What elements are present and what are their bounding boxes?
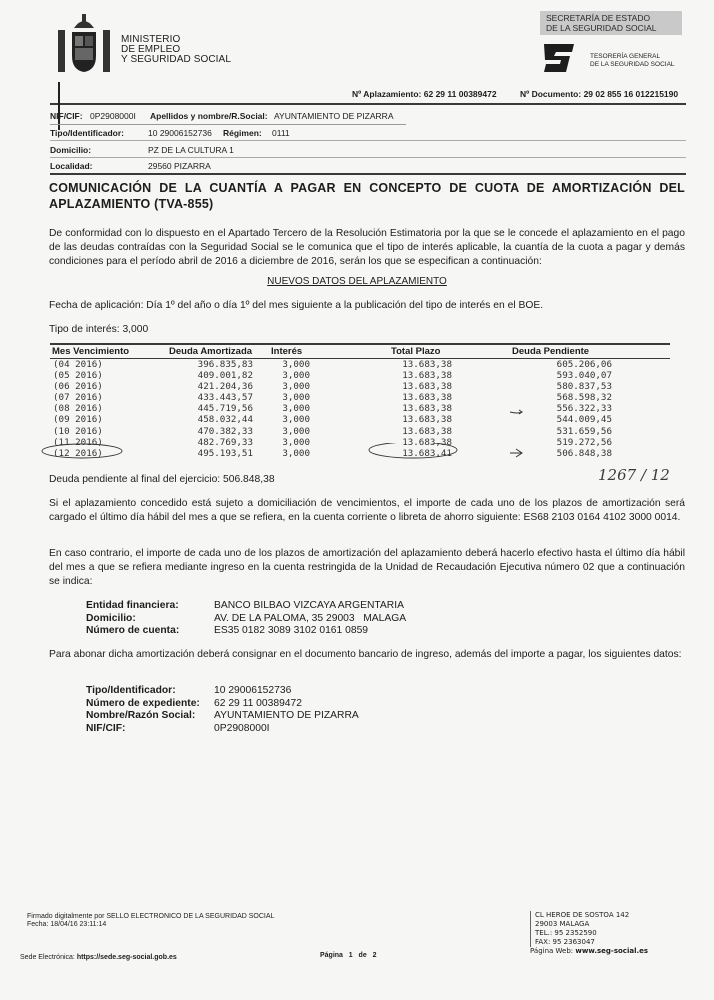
divider xyxy=(50,103,686,105)
cell-deuda-amortizada: 409.001,82 xyxy=(197,370,253,382)
table-row xyxy=(53,370,613,381)
address-line: TEL.: 95 2352590 xyxy=(535,929,597,937)
documento-label: Nº Documento: xyxy=(520,89,582,99)
cell-total-plazo: 13.683,38 xyxy=(402,436,452,448)
address-line: CL HEROE DE SOSTOA 142 xyxy=(535,911,630,919)
nombre-label: Apellidos y nombre/R.Social: xyxy=(150,111,268,121)
fecha-aplicacion: Fecha de aplicación: Día 1º del año o día 1º del mes siguiente a la publicación del tipo de interés en el BOE. xyxy=(49,300,544,311)
intro-paragraph: De conformidad con lo dispuesto en el Apartado Tercero de la Resolución Estimatoria por la que se le concede el aplazamiento en el pago de las deudas contraídas con la Seguridad Social se le comunica que el tipo de interés aplicable, la cuantía de la cuota a pagar y demás condiciones para el período abril de 2016 a diciembre de 2016, serán los que se especifican a continuación: xyxy=(49,228,685,267)
page-label: Página xyxy=(320,952,343,959)
tipo-value: 10 29006152736 xyxy=(148,128,212,138)
arrow-icon xyxy=(508,409,528,459)
documento-value: 29 02 855 16 012215190 xyxy=(583,89,679,99)
cell-interes: 3,000 xyxy=(282,403,310,415)
tipo-label: Tipo/Identificador: xyxy=(50,128,124,138)
divider xyxy=(50,157,686,158)
cell-deuda-amortizada: 470.382,33 xyxy=(197,425,253,437)
contrario-paragraph: En caso contrario, el importe de cada uno de los plazos de amortización del aplazamiento deberá hacerlo efectivo hasta el último día hábil del mes a que se refiera mediante ingreso en la cuenta restringida de la Unidad de Recaudación Ejecutiva número 02 que a continuación se indica: xyxy=(49,548,685,587)
page-indicator xyxy=(320,952,376,959)
cell-deuda-amortizada: 421.204,36 xyxy=(197,381,253,393)
page-number: 1 xyxy=(348,952,353,959)
cuenta-label: Número de cuenta: xyxy=(86,625,180,636)
divider xyxy=(50,124,406,125)
cell-interes: 3,000 xyxy=(282,414,310,426)
nif-label: NIF/CIF: xyxy=(50,111,83,121)
cell-mes: (04 2016) xyxy=(53,359,103,370)
cell-interes: 3,000 xyxy=(282,381,310,393)
table-row xyxy=(53,359,613,370)
table-top-rule xyxy=(50,343,670,345)
office-address xyxy=(530,911,648,956)
abonar-paragraph: Para abonar dicha amortización deberá consignar en el documento bancario de ingreso, además del importe a pagar, los siguientes datos: xyxy=(49,649,682,660)
cell-total-plazo: 13.683,38 xyxy=(402,381,452,393)
domicilio-label: Domicilio: xyxy=(50,145,92,155)
domicilio-value: PZ DE LA CULTURA 1 xyxy=(148,145,234,155)
tgss-line: TESORERÍA GENERAL xyxy=(590,53,661,60)
col-header-mes: Mes Vencimiento xyxy=(52,346,130,357)
cell-deuda-amortizada: 445.719,56 xyxy=(197,403,253,415)
cell-mes: (12 2016) xyxy=(53,447,103,459)
datos-nombre-label: Nombre/Razón Social: xyxy=(86,710,196,721)
ministry-line: MINISTERIO xyxy=(121,34,181,45)
table-row xyxy=(53,403,613,414)
cell-interes: 3,000 xyxy=(282,370,310,382)
nombre-value: AYUNTAMIENTO DE PIZARRA xyxy=(274,111,394,121)
cell-mes: (09 2016) xyxy=(53,414,103,426)
web-address xyxy=(530,947,648,956)
cell-mes: (10 2016) xyxy=(53,425,103,437)
cell-total-plazo: 13.683,38 xyxy=(402,414,452,426)
handwritten-note: 1267 / 12 xyxy=(598,466,670,484)
web-link[interactable]: www.seg-social.es xyxy=(575,947,649,955)
datos-nif-value: 0P2908000I xyxy=(214,722,270,734)
web-label: Página Web: xyxy=(530,947,574,955)
cell-deuda-pendiente: 580.837,53 xyxy=(556,381,612,393)
digital-signature xyxy=(27,913,274,929)
cell-interes: 3,000 xyxy=(282,436,310,448)
document-title: COMUNICACIÓN DE LA CUANTÍA A PAGAR EN CONCEPTO DE CUOTA DE AMORTIZACIÓN DEL APLAZAMIENTO (TVA-855) xyxy=(49,181,685,211)
datos-tipo-label: Tipo/Identificador: xyxy=(86,685,176,696)
nif-value: 0P2908000I xyxy=(90,111,136,121)
ministry-name xyxy=(121,35,231,65)
ministry-line: Y SEGURIDAD SOCIAL xyxy=(121,54,231,65)
tipo-interes: Tipo de interés: 3,000 xyxy=(49,324,149,335)
table-row xyxy=(53,381,613,392)
cell-deuda-amortizada: 482.769,33 xyxy=(197,436,253,448)
cell-deuda-pendiente: 506.848,38 xyxy=(556,447,612,459)
cell-total-plazo: 13.683,38 xyxy=(402,425,452,437)
cell-mes: (08 2016) xyxy=(53,403,103,415)
sede-link[interactable]: https://sede.seg-social.gob.es xyxy=(76,954,177,961)
handwritten-circles xyxy=(40,443,520,461)
bank-details xyxy=(86,600,486,638)
coat-of-arms-logo xyxy=(54,12,114,76)
section-heading: NUEVOS DATOS DEL APLAZAMIENTO xyxy=(267,276,447,287)
handwritten-mark xyxy=(58,82,60,130)
col-header-total-plazo: Total Plazo xyxy=(391,346,441,357)
page-total: 2 xyxy=(372,952,377,959)
cell-deuda-pendiente: 593.040,07 xyxy=(556,370,612,382)
entidad-label: Entidad financiera: xyxy=(86,600,179,611)
divider xyxy=(50,173,686,175)
cell-total-plazo: 13.683,38 xyxy=(402,370,452,382)
cell-total-plazo: 13.683,41 xyxy=(402,447,452,459)
cell-interes: 3,000 xyxy=(282,359,310,370)
datos-tipo-value: 10 29006152736 xyxy=(214,685,292,696)
deuda-final: Deuda pendiente al final del ejercicio: 506.848,38 xyxy=(49,474,275,485)
signature-date: Fecha: 18/04/16 23:11:14 xyxy=(27,921,107,928)
cell-deuda-pendiente: 544.009,45 xyxy=(556,414,612,426)
cell-interes: 3,000 xyxy=(282,447,310,459)
divider xyxy=(50,140,686,141)
cell-interes: 3,000 xyxy=(282,425,310,437)
cell-total-plazo: 13.683,38 xyxy=(402,359,452,370)
sede-electronica xyxy=(20,954,177,961)
signature-text: Firmado digitalmente por SELLO ELECTRONICO DE LA SEGURIDAD SOCIAL xyxy=(27,913,275,920)
col-header-deuda-amortizada: Deuda Amortizada xyxy=(169,346,253,357)
secretaria-line: SECRETARÍA DE ESTADO xyxy=(546,13,651,23)
cell-deuda-amortizada: 396.835,83 xyxy=(197,359,253,370)
expediente-value: 62 29 11 00389472 xyxy=(214,697,302,709)
table-row xyxy=(53,392,613,403)
table-row xyxy=(53,426,613,437)
tgss-name xyxy=(590,53,675,69)
cell-mes: (07 2016) xyxy=(53,392,103,404)
cell-total-plazo: 13.683,38 xyxy=(402,392,452,404)
cell-interes: 3,000 xyxy=(282,392,310,404)
cell-mes: (11 2016) xyxy=(53,436,103,448)
page-of: de xyxy=(358,952,367,959)
tgss-line: DE LA SEGURIDAD SOCIAL xyxy=(590,61,675,68)
aplazamiento-value: 62 29 11 00389472 xyxy=(423,89,497,99)
col-header-interes: Interés xyxy=(271,346,303,357)
cell-deuda-pendiente: 556.322,33 xyxy=(556,403,612,415)
bank-domicilio-value: AV. DE LA PALOMA, 35 29003 MALAGA xyxy=(214,612,407,624)
localidad-label: Localidad: xyxy=(50,161,93,171)
domiciliacion-paragraph: Si el aplazamiento concedido está sujeto a domiciliación de vencimientos, el importe de cada uno de los plazos de amortización será cargado el último día hábil del mes a que se refiera, en la cuenta corriente o libreta de ahorro siguiente: ES68 2103 0164 4102 3000 0014. xyxy=(49,498,685,523)
regimen-value: 0111 xyxy=(272,128,290,138)
cell-deuda-amortizada: 433.443,57 xyxy=(197,392,253,404)
address-line: 29003 MALAGA xyxy=(535,920,590,928)
entidad-value: BANCO BILBAO VIZCAYA ARGENTARIA xyxy=(214,600,404,611)
cell-deuda-pendiente: 568.598,32 xyxy=(556,392,612,404)
cell-mes: (05 2016) xyxy=(53,370,103,382)
aplazamiento-label: Nº Aplazamiento: xyxy=(352,89,422,99)
cell-total-plazo: 13.683,38 xyxy=(402,403,452,415)
bank-domicilio-label: Domicilio: xyxy=(86,612,136,624)
expediente-label: Número de expediente: xyxy=(86,697,200,709)
payment-details xyxy=(86,685,486,735)
regimen-label: Régimen: xyxy=(223,128,262,138)
secretaria-banner xyxy=(540,11,682,35)
secretaria-line: DE LA SEGURIDAD SOCIAL xyxy=(546,23,657,33)
cell-deuda-amortizada: 495.193,51 xyxy=(197,447,253,459)
cuenta-value: ES35 0182 3089 3102 0161 0859 xyxy=(214,625,369,636)
ministry-line: DE EMPLEO xyxy=(121,44,181,55)
datos-nombre-value: AYUNTAMIENTO DE PIZARRA xyxy=(214,710,359,721)
address-line: FAX: 95 2363047 xyxy=(535,938,595,946)
cell-mes: (06 2016) xyxy=(53,381,103,393)
cell-deuda-pendiente: 531.659,56 xyxy=(556,425,612,437)
sede-label: Sede Electrónica: xyxy=(20,954,75,961)
table-row xyxy=(53,414,613,425)
localidad-value: 29560 PIZARRA xyxy=(148,161,211,171)
aplazamiento-number xyxy=(352,89,497,99)
cell-deuda-pendiente: 519.272,56 xyxy=(556,436,612,448)
cell-deuda-amortizada: 458.032,44 xyxy=(197,414,253,426)
documento-number xyxy=(520,89,678,99)
col-header-deuda-pendiente: Deuda Pendiente xyxy=(512,346,590,357)
tgss-logo xyxy=(542,42,576,74)
cell-deuda-pendiente: 605.206,06 xyxy=(556,359,612,370)
datos-nif-label: NIF/CIF: xyxy=(86,722,126,734)
